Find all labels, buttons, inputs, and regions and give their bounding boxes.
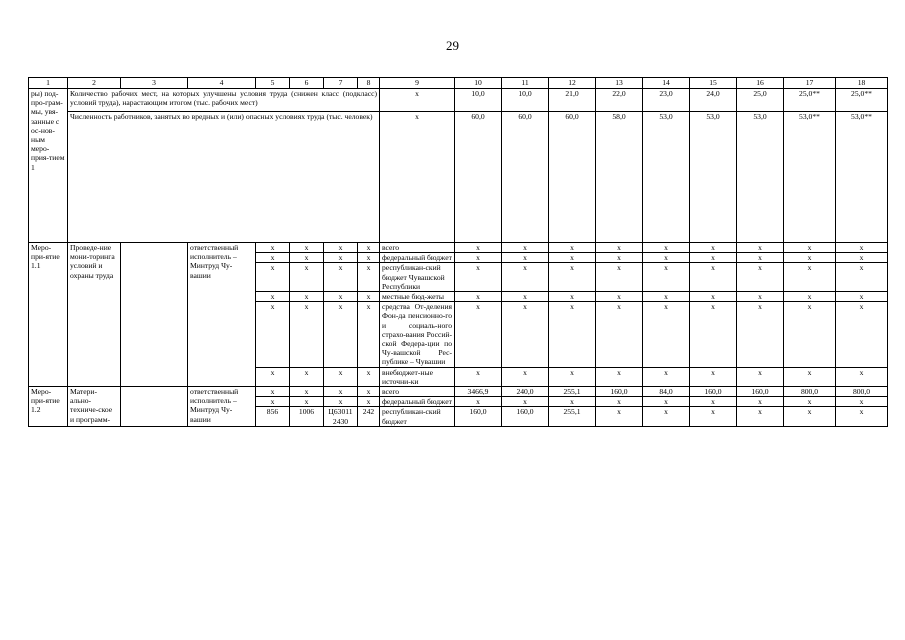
- value-cell: x: [502, 243, 549, 253]
- value-cell: x: [455, 292, 502, 302]
- code-cell: x: [324, 292, 358, 302]
- program-table: [28, 77, 888, 427]
- value-cell: x: [643, 397, 690, 407]
- value-cell: x: [643, 243, 690, 253]
- header-cell: 1: [29, 78, 68, 89]
- value-cell: x: [784, 367, 836, 386]
- funding-source: федеральный бюджет: [380, 397, 455, 407]
- value-cell: x: [737, 263, 784, 292]
- code-cell: x: [290, 302, 324, 367]
- value-cell: x: [784, 407, 836, 426]
- value-cell: x: [549, 397, 596, 407]
- funding-row: [29, 243, 888, 253]
- value-cell: x: [455, 263, 502, 292]
- value-cell: 3466,9: [455, 387, 502, 397]
- header-cell: 16: [737, 78, 784, 89]
- code-cell: x: [358, 397, 380, 407]
- value-cell: 800,0: [784, 387, 836, 397]
- code-cell: x: [290, 263, 324, 292]
- code-cell: x: [358, 367, 380, 386]
- code-cell: x: [256, 302, 290, 367]
- value-cell: x: [549, 367, 596, 386]
- code-cell: x: [358, 292, 380, 302]
- value-cell: x: [596, 367, 643, 386]
- value-cell: 60,0: [502, 112, 549, 243]
- code-cell: x: [290, 397, 324, 407]
- header-cell: 7: [324, 78, 358, 89]
- code-cell: x: [290, 292, 324, 302]
- value-cell: x: [596, 292, 643, 302]
- code-cell: x: [256, 397, 290, 407]
- value-cell: 25,0**: [784, 89, 836, 112]
- code-cell: x: [358, 302, 380, 367]
- code-cell: x: [324, 387, 358, 397]
- value-cell: 255,1: [549, 407, 596, 426]
- value-cell: x: [643, 292, 690, 302]
- header-cell: 2: [68, 78, 121, 89]
- page-number: 29: [446, 38, 459, 53]
- code-cell: x: [256, 292, 290, 302]
- value-cell: 53,0**: [836, 112, 888, 243]
- value-cell: x: [502, 292, 549, 302]
- code-cell: x: [358, 243, 380, 253]
- value-cell: 22,0: [596, 89, 643, 112]
- funding-source: местные бюд-жеты: [380, 292, 455, 302]
- indicator-x: x: [380, 112, 455, 243]
- value-cell: 800,0: [836, 387, 888, 397]
- subprogram-indicators-label: ры) под-про-грам-мы, увя-занные с ос-нов-ным меро-прия-тием 1: [29, 89, 68, 243]
- header-cell: 12: [549, 78, 596, 89]
- value-cell: x: [502, 253, 549, 263]
- funding-source: всего: [380, 387, 455, 397]
- event-number: Меро-при-ятие 1.1: [29, 243, 68, 387]
- value-cell: x: [455, 253, 502, 263]
- code-cell: x: [358, 387, 380, 397]
- value-cell: x: [596, 397, 643, 407]
- value-cell: 255,1: [549, 387, 596, 397]
- indicator-row: [29, 89, 888, 112]
- code-cell: x: [358, 263, 380, 292]
- value-cell: x: [784, 292, 836, 302]
- header-cell: 8: [358, 78, 380, 89]
- value-cell: x: [737, 253, 784, 263]
- event-empty-cell: [121, 243, 188, 387]
- value-cell: x: [690, 263, 737, 292]
- value-cell: 25,0: [737, 89, 784, 112]
- header-cell: 14: [643, 78, 690, 89]
- funding-source: всего: [380, 243, 455, 253]
- value-cell: x: [737, 292, 784, 302]
- value-cell: x: [596, 263, 643, 292]
- value-cell: x: [549, 292, 596, 302]
- value-cell: x: [596, 253, 643, 263]
- value-cell: 10,0: [502, 89, 549, 112]
- header-cell: 13: [596, 78, 643, 89]
- header-cell: 3: [121, 78, 188, 89]
- value-cell: x: [836, 397, 888, 407]
- value-cell: 160,0: [502, 407, 549, 426]
- header-cell: 10: [455, 78, 502, 89]
- indicator-x: x: [380, 89, 455, 112]
- code-cell: x: [256, 243, 290, 253]
- value-cell: x: [596, 243, 643, 253]
- indicator-label: Численность работников, занятых во вредных и (или) опасных условиях труда (тыс. человек): [68, 112, 380, 243]
- header-cell: 11: [502, 78, 549, 89]
- value-cell: x: [643, 263, 690, 292]
- event-empty-cell: [121, 387, 188, 427]
- value-cell: 160,0: [690, 387, 737, 397]
- funding-source: республикан-ский бюджет: [380, 407, 455, 426]
- value-cell: x: [737, 407, 784, 426]
- value-cell: x: [455, 243, 502, 253]
- code-cell: Ц63011 2430: [324, 407, 358, 426]
- header-row: [29, 78, 888, 89]
- value-cell: 84,0: [643, 387, 690, 397]
- value-cell: x: [784, 397, 836, 407]
- event-number: Меро-при-ятие 1.2: [29, 387, 68, 427]
- value-cell: x: [643, 407, 690, 426]
- value-cell: x: [455, 302, 502, 367]
- value-cell: x: [502, 397, 549, 407]
- value-cell: 58,0: [596, 112, 643, 243]
- value-cell: x: [690, 407, 737, 426]
- code-cell: x: [290, 387, 324, 397]
- value-cell: 53,0**: [784, 112, 836, 243]
- value-cell: x: [784, 263, 836, 292]
- code-cell: x: [324, 253, 358, 263]
- funding-source: республикан-ский бюджет Чувашской Республики: [380, 263, 455, 292]
- value-cell: x: [784, 243, 836, 253]
- value-cell: 21,0: [549, 89, 596, 112]
- value-cell: x: [737, 397, 784, 407]
- indicator-row: [29, 112, 888, 243]
- value-cell: x: [836, 407, 888, 426]
- value-cell: 25,0**: [836, 89, 888, 112]
- code-cell: x: [324, 397, 358, 407]
- code-cell: x: [290, 367, 324, 386]
- funding-row: [29, 387, 888, 397]
- event-title: Матери-ально-техниче-ское и программ-: [68, 387, 121, 427]
- code-cell: 1006: [290, 407, 324, 426]
- value-cell: x: [784, 253, 836, 263]
- value-cell: 10,0: [455, 89, 502, 112]
- code-cell: x: [324, 367, 358, 386]
- value-cell: 53,0: [643, 112, 690, 243]
- funding-source: внебюджет-ные источни-ки: [380, 367, 455, 386]
- header-cell: 4: [188, 78, 256, 89]
- code-cell: x: [256, 387, 290, 397]
- code-cell: x: [324, 263, 358, 292]
- code-cell: 242: [358, 407, 380, 426]
- value-cell: x: [836, 253, 888, 263]
- value-cell: 60,0: [455, 112, 502, 243]
- code-cell: 856: [256, 407, 290, 426]
- code-cell: x: [324, 243, 358, 253]
- value-cell: 160,0: [596, 387, 643, 397]
- value-cell: x: [690, 397, 737, 407]
- value-cell: x: [549, 263, 596, 292]
- value-cell: x: [596, 407, 643, 426]
- value-cell: x: [596, 302, 643, 367]
- code-cell: x: [256, 253, 290, 263]
- value-cell: x: [836, 292, 888, 302]
- event-title: Проведе-ние мони-торинга условий и охраны труда: [68, 243, 121, 387]
- header-cell: 15: [690, 78, 737, 89]
- value-cell: 160,0: [455, 407, 502, 426]
- code-cell: x: [256, 263, 290, 292]
- event-responsible: ответственный исполнитель – Минтруд Чу-вашии: [188, 243, 256, 387]
- value-cell: x: [690, 292, 737, 302]
- value-cell: x: [643, 302, 690, 367]
- header-cell: 5: [256, 78, 290, 89]
- value-cell: x: [549, 302, 596, 367]
- header-cell: 18: [836, 78, 888, 89]
- code-cell: x: [358, 253, 380, 263]
- value-cell: x: [502, 367, 549, 386]
- header-cell: 17: [784, 78, 836, 89]
- value-cell: x: [455, 367, 502, 386]
- header-cell: 6: [290, 78, 324, 89]
- funding-source: средства От-деления Фон-да пенсионно-го и социаль-ного страхо-вания Россий-ской Федера-ции по Чу-вашской Рес-публике – Чувашии: [380, 302, 455, 367]
- value-cell: x: [549, 253, 596, 263]
- value-cell: x: [836, 243, 888, 253]
- value-cell: x: [836, 367, 888, 386]
- value-cell: 53,0: [737, 112, 784, 243]
- value-cell: x: [643, 367, 690, 386]
- indicator-label: Количество рабочих мест, на которых улучшены условия труда (снижен класс (подкласс) условий труда), нарастающим итогом (тыс. рабочих мест): [68, 89, 380, 112]
- value-cell: x: [784, 302, 836, 367]
- value-cell: x: [836, 302, 888, 367]
- value-cell: x: [690, 253, 737, 263]
- value-cell: x: [502, 302, 549, 367]
- value-cell: x: [549, 243, 596, 253]
- code-cell: x: [290, 253, 324, 263]
- value-cell: x: [455, 397, 502, 407]
- value-cell: 160,0: [737, 387, 784, 397]
- code-cell: x: [324, 302, 358, 367]
- value-cell: 240,0: [502, 387, 549, 397]
- value-cell: x: [502, 263, 549, 292]
- value-cell: x: [690, 302, 737, 367]
- funding-source: федеральный бюджет: [380, 253, 455, 263]
- value-cell: x: [836, 263, 888, 292]
- header-cell: 9: [380, 78, 455, 89]
- value-cell: x: [643, 253, 690, 263]
- value-cell: x: [690, 243, 737, 253]
- value-cell: x: [690, 367, 737, 386]
- value-cell: 60,0: [549, 112, 596, 243]
- value-cell: x: [737, 302, 784, 367]
- code-cell: x: [290, 243, 324, 253]
- value-cell: x: [737, 367, 784, 386]
- value-cell: 53,0: [690, 112, 737, 243]
- code-cell: x: [256, 367, 290, 386]
- event-responsible: ответственный исполнитель – Минтруд Чу-вашии: [188, 387, 256, 427]
- value-cell: x: [737, 243, 784, 253]
- value-cell: 23,0: [643, 89, 690, 112]
- value-cell: 24,0: [690, 89, 737, 112]
